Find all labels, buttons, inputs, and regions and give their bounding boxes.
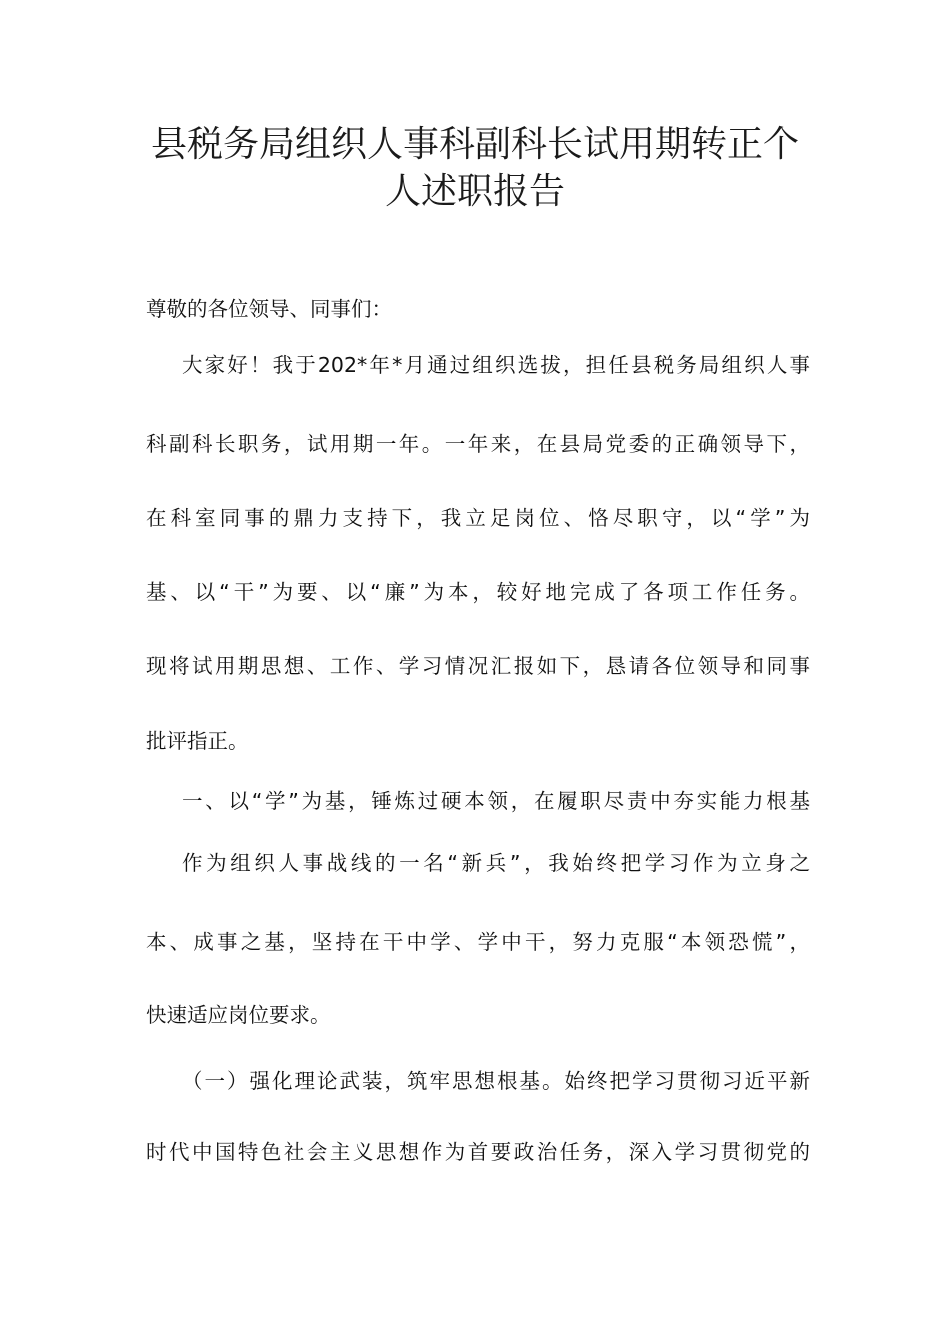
document-title-line-1: 县税务局组织人事科副科长试用期转正个 bbox=[150, 124, 799, 165]
paragraph-3-line-2: 时代中国特色社会主义思想作为首要政治任务，深入学习贯彻党的 bbox=[146, 1140, 810, 1164]
paragraph-1-line-1: 大家好！我于202*年*月通过组织选拔，担任县税务局组织人事 bbox=[182, 353, 810, 377]
paragraph-1-line-5: 现将试用期思想、工作、学习情况汇报如下，恳请各位领导和同事 bbox=[146, 654, 810, 678]
paragraph-1-line-3: 在科室同事的鼎力支持下，我立足岗位、恪尽职守，以“学”为 bbox=[146, 506, 810, 530]
paragraph-2-line-1: 作为组织人事战线的一名“新兵”，我始终把学习作为立身之 bbox=[182, 851, 810, 875]
paragraph-1-line-2: 科副科长职务，试用期一年。一年来，在县局党委的正确领导下， bbox=[146, 432, 810, 456]
paragraph-2-line-3: 快速适应岗位要求。 bbox=[146, 1003, 331, 1027]
paragraph-1-line-4: 基、以“干”为要、以“廉”为本，较好地完成了各项工作任务。 bbox=[146, 580, 810, 604]
section-1-heading: 一、以“学”为基，锤炼过硬本领，在履职尽责中夯实能力根基 bbox=[182, 789, 810, 813]
document-title-line-2: 人述职报告 bbox=[384, 171, 565, 212]
paragraph-1-line-6: 批评指正。 bbox=[146, 729, 249, 753]
paragraph-3-line-1: （一）强化理论武装，筑牢思想根基。始终把学习贯彻习近平新 bbox=[182, 1069, 810, 1093]
paragraph-2-line-2: 本、成事之基，坚持在干中学、学中干，努力克服“本领恐慌”， bbox=[146, 930, 810, 954]
salutation: 尊敬的各位领导、同事们： bbox=[146, 297, 392, 321]
